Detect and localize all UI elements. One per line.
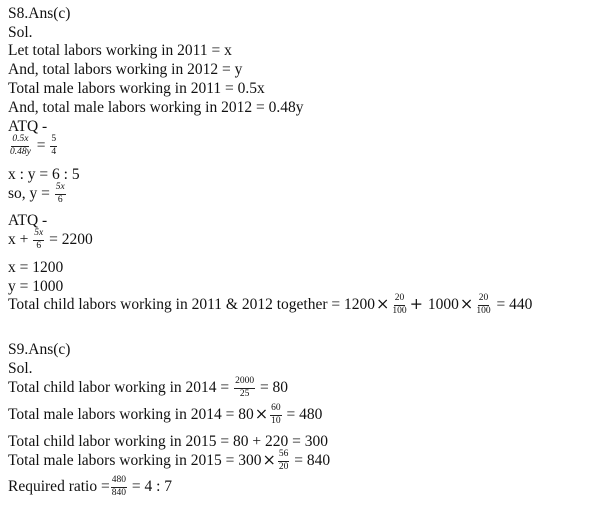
fraction-numerator: 0.5x	[11, 135, 29, 147]
s9-line-1	[8, 377, 288, 400]
fraction-numerator: 5x	[55, 183, 66, 195]
fraction-numerator: 480	[111, 476, 127, 488]
s8-line-1: Let total labors working in 2011 = x	[8, 42, 232, 59]
expression-text: Total male labors working in 2015 = 300	[8, 452, 262, 470]
s8-atq-1: ATQ -	[8, 118, 48, 135]
expression-text: = 840	[294, 452, 331, 470]
s8-y-value: y = 1000	[8, 278, 64, 295]
s8-atq-2: ATQ -	[8, 212, 48, 229]
s8-fraction-equation	[8, 135, 58, 158]
s8-fraction-left	[9, 135, 32, 158]
s9-ratio-fraction	[111, 476, 127, 499]
expression-text: = 440	[496, 296, 533, 314]
s8-sum-fraction	[33, 229, 44, 252]
expression-text: x +	[8, 231, 29, 249]
s9-required-ratio	[8, 476, 172, 499]
s8-ratio: x : y = 6 : 5	[8, 166, 80, 183]
multiply-sign: ×	[375, 294, 390, 314]
s8-line-2: And, total labors working in 2012 = y	[8, 61, 243, 78]
s8-line-3: Total male labors working in 2011 = 0.5x	[8, 80, 265, 97]
fraction-denominator: 20	[278, 461, 289, 472]
s9-line-2-fraction	[270, 404, 282, 427]
s9-line-4-fraction	[278, 450, 290, 473]
expression-text: = 80	[259, 379, 289, 397]
fraction-numerator: 20	[478, 294, 490, 306]
s9-header: S9.Ans(c)	[8, 341, 71, 358]
expression-text: 1000	[427, 296, 459, 314]
fraction-numerator: 20	[394, 294, 406, 306]
plus-sign: +	[409, 294, 424, 314]
fraction-denominator: 10	[271, 415, 281, 426]
expression-text: Total child labors working in 2011 & 2012 together = 1200	[8, 296, 375, 314]
fraction-denominator: 840	[111, 487, 126, 498]
fraction-numerator: 2000	[234, 377, 255, 389]
s9-line-4	[8, 450, 330, 473]
s9-sol-label: Sol.	[8, 360, 33, 377]
fraction-numerator: 5x	[33, 229, 44, 241]
expression-text: Total male labors working in 2014 = 80	[8, 406, 254, 424]
s8-so-fraction	[55, 183, 66, 206]
expression-text: so, y =	[8, 185, 50, 203]
s8-so-y	[8, 183, 67, 206]
fraction-numerator: 5	[50, 135, 57, 147]
fraction-denominator: 0.48y	[10, 146, 31, 157]
s8-fraction-right	[50, 135, 57, 158]
multiply-sign: ×	[254, 404, 269, 424]
s8-sum-equation	[8, 229, 93, 252]
s8-child-fraction-2	[475, 294, 491, 317]
fraction-numerator: 60	[270, 404, 282, 416]
multiply-sign: ×	[459, 294, 474, 314]
expression-text: Total child labor working in 2014 =	[8, 379, 230, 397]
expression-text: = 2200	[49, 231, 93, 249]
s9-line-3: Total child labor working in 2015 = 80 + 220 = 300	[8, 433, 329, 450]
s8-x-value: x = 1200	[8, 259, 64, 276]
s8-line-4: And, total male labors working in 2012 = 0.48y	[8, 99, 304, 116]
fraction-denominator: 6	[36, 240, 42, 251]
equals-sign: =	[36, 137, 46, 155]
multiply-sign: ×	[262, 450, 276, 470]
s8-header: S8.Ans(c)	[8, 5, 71, 22]
expression-text: = 480	[286, 406, 323, 424]
s8-sol-label: Sol.	[8, 24, 33, 41]
fraction-denominator: 6	[57, 194, 63, 205]
fraction-denominator: 4	[51, 146, 57, 157]
s8-child-labor-total	[8, 294, 532, 317]
s9-line-1-fraction	[234, 377, 255, 400]
expression-text: = 4 : 7	[131, 478, 173, 496]
fraction-denominator: 25	[239, 388, 250, 399]
s8-child-fraction-1	[391, 294, 407, 317]
fraction-numerator: 56	[278, 450, 290, 462]
s9-line-2	[8, 404, 322, 427]
fraction-denominator: 100	[476, 305, 491, 316]
fraction-denominator: 100	[392, 305, 407, 316]
expression-text: Required ratio =	[8, 478, 110, 496]
